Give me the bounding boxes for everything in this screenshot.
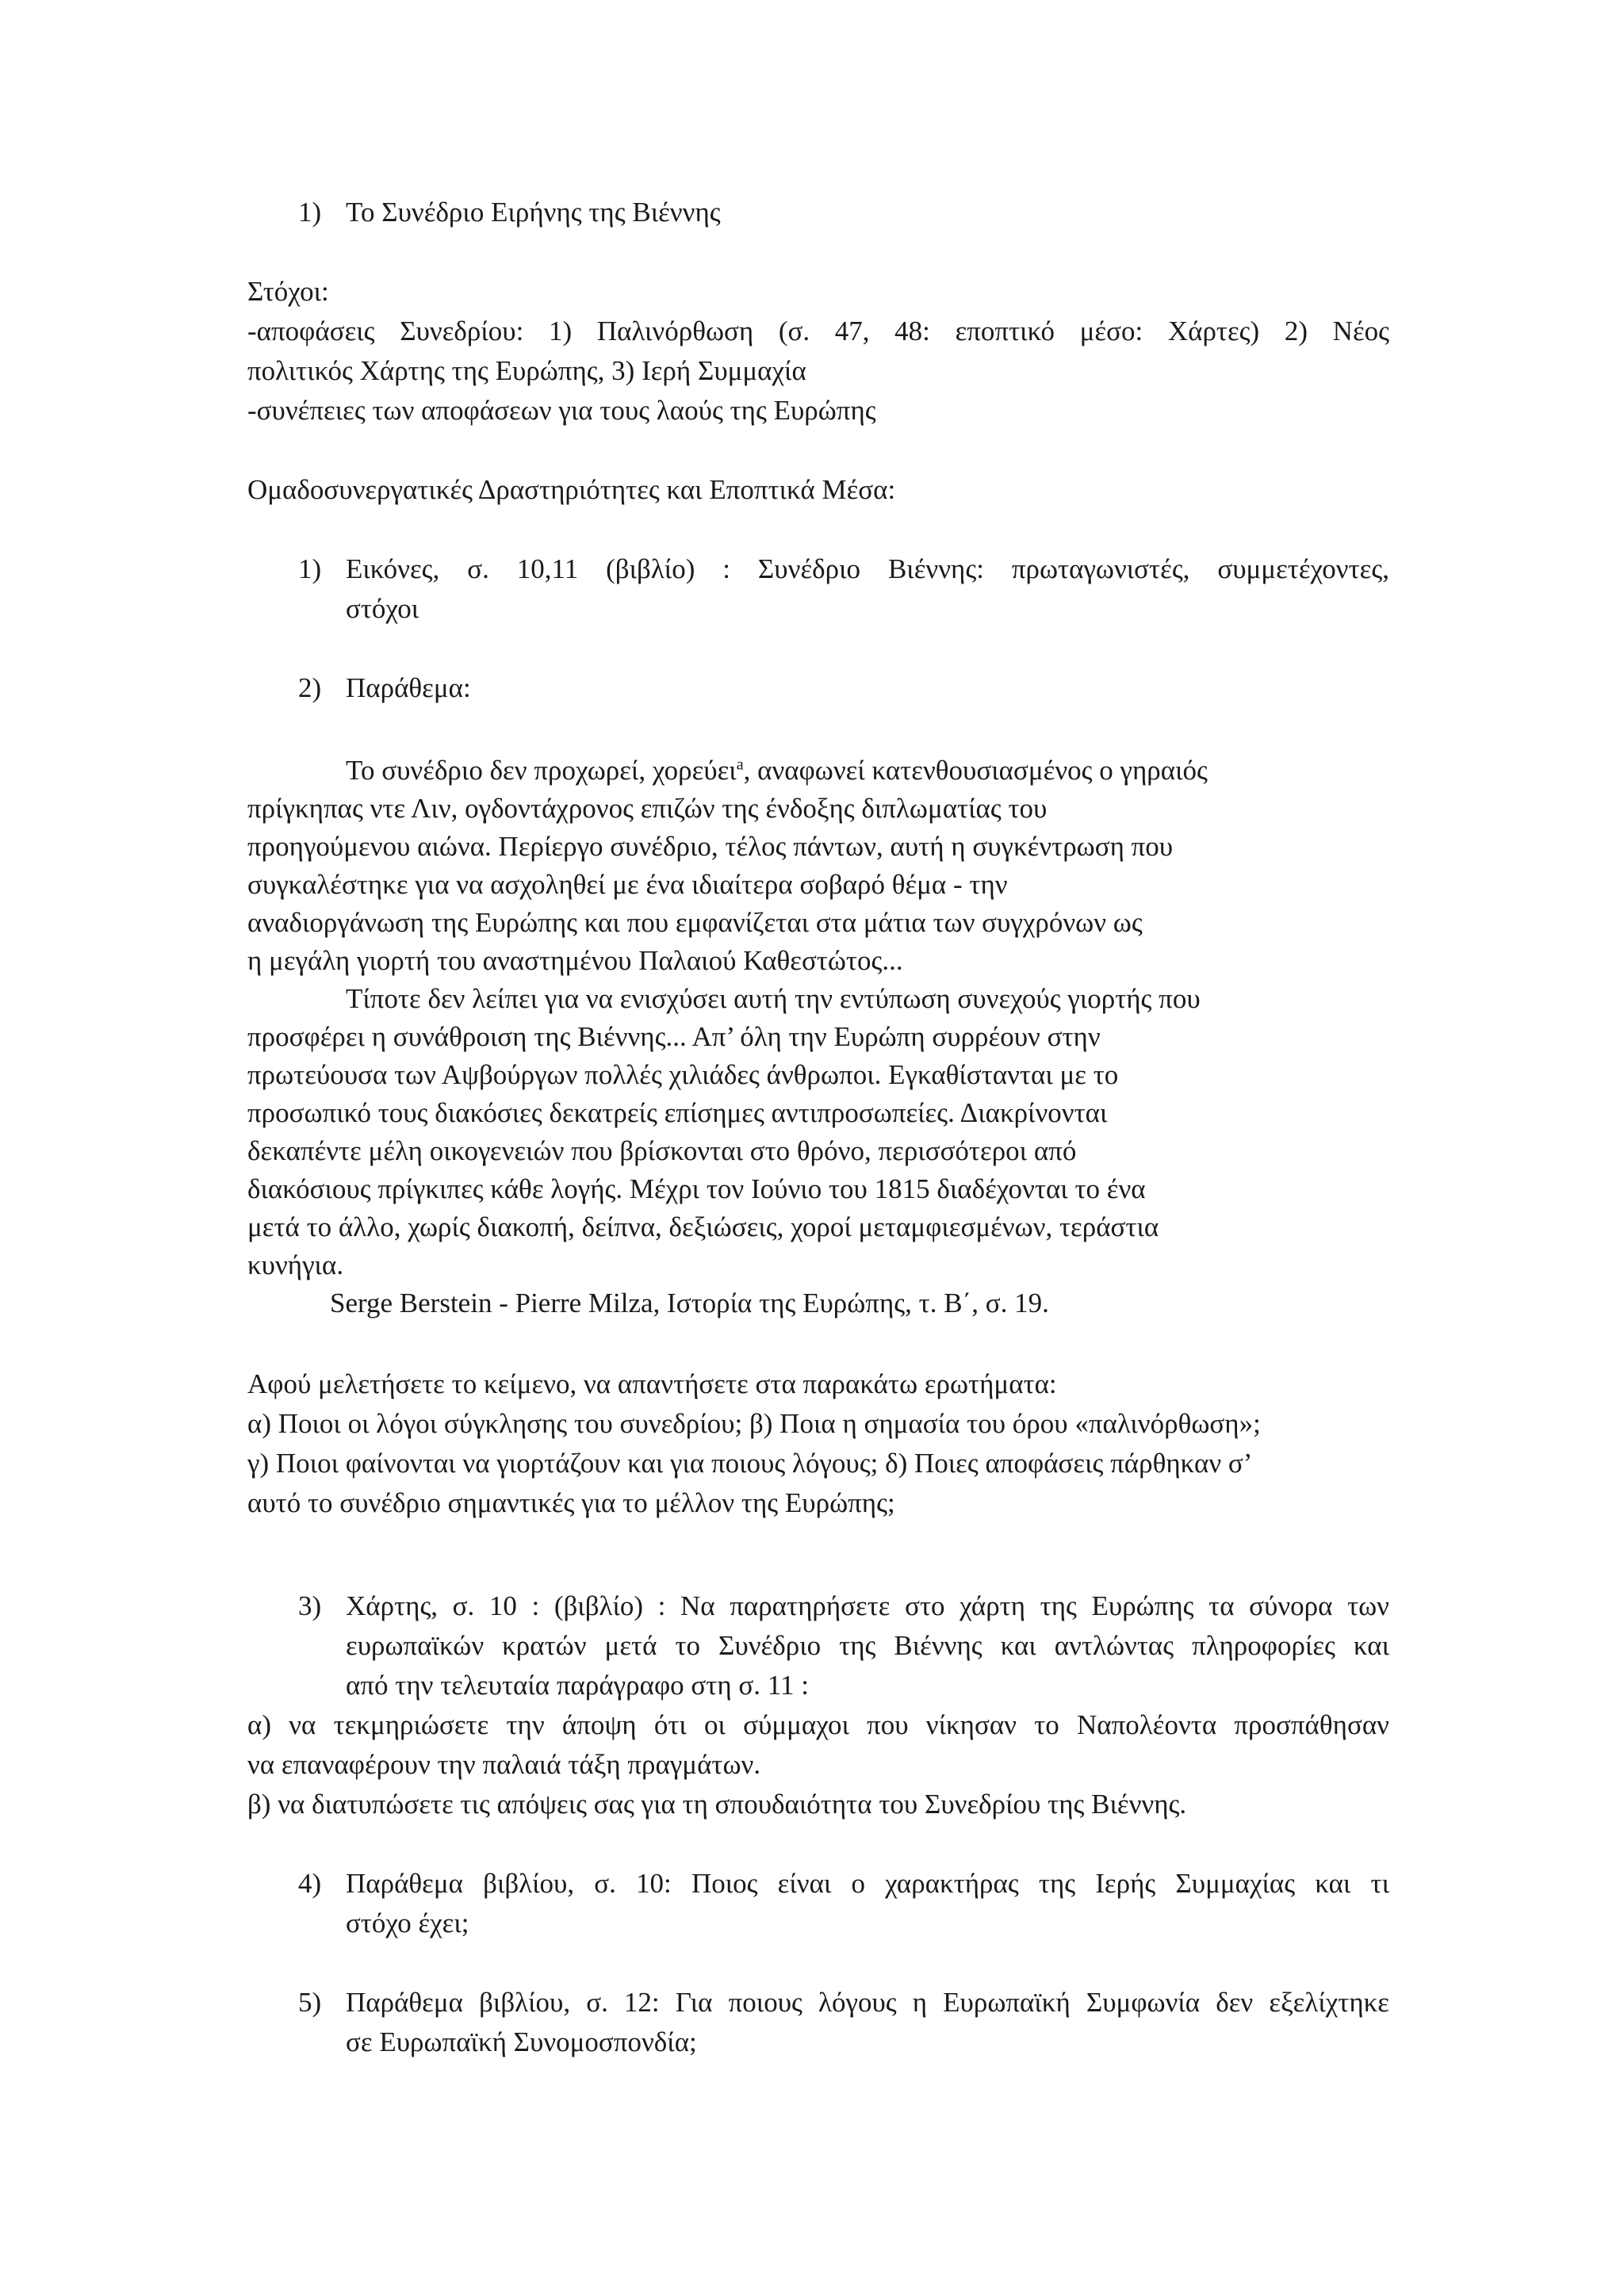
goals-line-2: πολιτικός Χάρτης της Ευρώπης, 3) Ιερή Συμμαχία xyxy=(247,355,806,386)
quote-p2-line-6: διακόσιους πρίγκιπες κάθε λογής. Μέχρι τον Ιούνιο του 1815 διαδέχονται το ένα xyxy=(247,1173,1146,1204)
quote-p1-line-5: αναδιοργάνωση της Ευρώπης και που εμφανίζεται στα μάτια των συγχρόνων ως xyxy=(247,907,1143,938)
heading-title: Το Συνέδριο Ειρήνης της Βιέννης xyxy=(346,197,721,228)
item3-line-2: ευρωπαϊκών κρατών μετά το Συνέδριο της Βιέννης και αντλώντας πληροφορίες και xyxy=(346,1630,1389,1661)
item4-line-2: στόχο έχει; xyxy=(346,1908,469,1938)
item3-sub-line-3: β) να διατυπώσετε τις απόψεις σας για τη σπουδαιότητα του Συνεδρίου της Βιέννης. xyxy=(247,1789,1187,1820)
item3-line-1: Χάρτης, σ. 10 : (βιβλίο) : Να παρατηρήσετε στο χάρτη της Ευρώπης τα σύνορα των xyxy=(346,1590,1389,1621)
quote-p2-line-1: Τίποτε δεν λείπει για να ενισχύσει αυτή την εντύπωση συνεχούς γιορτής που xyxy=(346,983,1201,1014)
item2-number: 2) xyxy=(298,672,322,703)
item2-text: Παράθεμα: xyxy=(346,672,471,703)
questions-line-3: αυτό το συνέδριο σημαντικές για το μέλλον της Ευρώπης; xyxy=(247,1487,895,1518)
questions-line-1: α) Ποιοι οι λόγοι σύγκλησης του συνεδρίου; β) Ποια η σημασία του όρου «παλινόρθωση»; xyxy=(247,1408,1261,1439)
item4-line-1: Παράθεμα βιβλίου, σ. 10: Ποιος είναι ο χαρακτήρας της Ιερής Συμμαχίας και τι xyxy=(346,1868,1389,1899)
quote-p1-line-1: Το συνέδριο δεν προχωρεί, χορεύει$^a$, αναφωνεί κατενθουσιασμένος ο γηραιός xyxy=(346,755,1208,786)
footnote-marker: a xyxy=(736,756,744,774)
quote-source: Serge Berstein - Pierre Milza, Ιστορία της Ευρώπης, τ. Β΄, σ. 19. xyxy=(330,1288,1049,1318)
quote-p1-line-2: πρίγκηπας ντε Λιν, ογδοντάχρονος επιζών της ένδοξης διπλωματίας του xyxy=(247,793,1048,824)
quote-p1-line-4: συγκαλέστηκε για να ασχοληθεί με ένα ιδιαίτερα σοβαρό θέμα - την xyxy=(247,869,1008,900)
item5-number: 5) xyxy=(298,1987,322,2018)
item4-number: 4) xyxy=(298,1868,322,1899)
item3-sub-line-1: α) να τεκμηριώσετε την άποψη ότι οι σύμμαχοι που νίκησαν το Ναπολέοντα προσπάθησαν xyxy=(247,1709,1389,1740)
heading-number: 1) xyxy=(298,197,322,228)
goals-line-3: -συνέπειες των αποφάσεων για τους λαούς της Ευρώπης xyxy=(247,395,876,426)
goals-label: Στόχοι: xyxy=(247,276,329,307)
quote-p2-line-4: προσωπικό τους διακόσιες δεκατρείς επίσημες αντιπροσωπείες. Διακρίνονται xyxy=(247,1097,1108,1128)
item1-line-2: στόχοι xyxy=(346,593,419,624)
item5-line-2: σε Ευρωπαϊκή Συνομοσπονδία; xyxy=(346,2026,697,2057)
item3-line-3: από την τελευταία παράγραφο στη σ. 11 : xyxy=(346,1670,809,1701)
quote-p2-line-5: δεκαπέντε μέλη οικογενειών που βρίσκονται στο θρόνο, περισσότεροι από xyxy=(247,1135,1077,1166)
item3-number: 3) xyxy=(298,1590,322,1621)
quote-p2-line-3: πρωτεύουσα των Αψβούργων πολλές χιλιάδες άνθρωποι. Εγκαθίστανται με το xyxy=(247,1059,1119,1090)
goals-line-1: -αποφάσεις Συνεδρίου: 1) Παλινόρθωση (σ. 47, 48: εποπτικό μέσο: Χάρτες) 2) Νέος xyxy=(247,316,1389,346)
quote-p2-line-7: μετά το άλλο, χωρίς διακοπή, δείπνα, δεξιώσεις, χοροί μεταμφιεσμένων, τεράστια xyxy=(247,1211,1159,1242)
item1-number: 1) xyxy=(298,553,322,584)
item3-sub-line-2: να επαναφέρουν την παλαιά τάξη πραγμάτων. xyxy=(247,1749,761,1780)
item5-line-1: Παράθεμα βιβλίου, σ. 12: Για ποιους λόγους η Ευρωπαϊκή Συμφωνία δεν εξελίχτηκε xyxy=(346,1987,1389,2018)
questions-line-2: γ) Ποιοι φαίνονται να γιορτάζουν και για ποιους λόγους; δ) Ποιες αποφάσεις πάρθηκαν σ’ xyxy=(247,1448,1253,1479)
questions-intro: Αφού μελετήσετε το κείμενο, να απαντήσετε στα παρακάτω ερωτήματα: xyxy=(247,1368,1057,1399)
activities-heading: Ομαδοσυνεργατικές Δραστηριότητες και Εποπτικά Μέσα: xyxy=(247,474,896,505)
quote-p1-line-3: προηγούμενου αιώνα. Περίεργο συνέδριο, τέλος πάντων, αυτή η συγκέντρωση που xyxy=(247,831,1174,862)
quote-p2-line-8: κυνήγια. xyxy=(247,1249,344,1280)
quote-p2-line-2: προσφέρει η συνάθροιση της Βιέννης... Απ’ όλη την Ευρώπη συρρέουν στην xyxy=(247,1021,1101,1052)
item1-line-1: Εικόνες, σ. 10,11 (βιβλίο) : Συνέδριο Βιέννης: πρωταγωνιστές, συμμετέχοντες, xyxy=(346,553,1389,584)
quote-p1-line-6: η μεγάλη γιορτή του αναστημένου Παλαιού Καθεστώτος... xyxy=(247,945,903,976)
